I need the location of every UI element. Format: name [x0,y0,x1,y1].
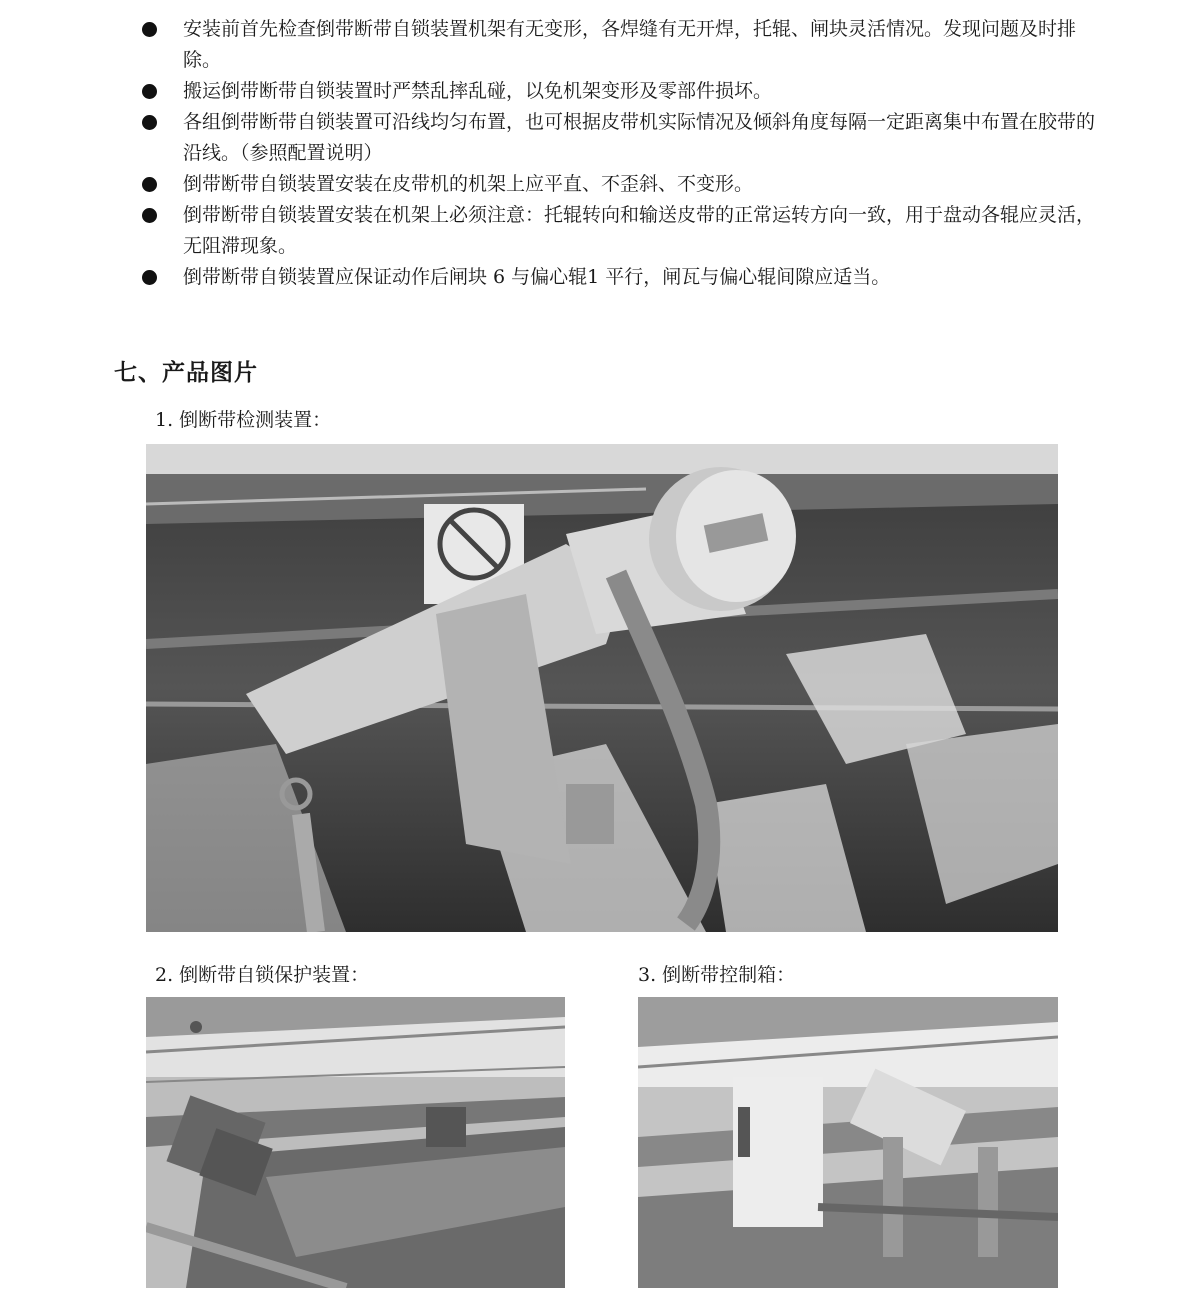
list-item: 倒带断带自锁装置安装在机架上必须注意：托辊转向和输送皮带的正常运转方向一致，用于盘动各辊应灵活，无阻滞现象。 [140,200,1100,262]
photo-detection-device [146,444,1058,932]
bullet-icon [142,208,157,223]
bullet-icon [142,270,157,285]
photo-caption-1: 1. 倒断带检测装置： [155,409,332,431]
list-item: 倒带断带自锁装置安装在皮带机的机架上应平直、不歪斜、不变形。 [140,169,1100,200]
list-item: 安装前首先检查倒带断带自锁装置机架有无变形，各焊缝有无开焊，托辊、闸块灵活情况。发现问题及时排除。 [140,14,1100,76]
list-item: 各组倒带断带自锁装置可沿线均匀布置，也可根据皮带机实际情况及倾斜角度每隔一定距离集中布置在胶带的沿线。（参照配置说明） [140,107,1100,169]
bullet-icon [142,115,157,130]
installation-notes-list [140,14,1100,293]
photo-caption-3: 3. 倒断带控制箱： [638,964,796,986]
bullet-icon [142,177,157,192]
photo-caption-2: 2. 倒断带自锁保护装置： [155,964,370,986]
list-item: 倒带断带自锁装置应保证动作后闸块 6 与偏心辊1 平行，闸瓦与偏心辊间隙应适当。 [140,262,1100,293]
photo-self-lock-device [146,997,565,1288]
list-item: 搬运倒带断带自锁装置时严禁乱摔乱碰，以免机架变形及零部件损坏。 [140,76,1100,107]
bullet-icon [142,84,157,99]
bullet-icon [142,22,157,37]
photo-control-box [638,997,1058,1288]
section-title: 七、产品图片 [114,360,258,386]
